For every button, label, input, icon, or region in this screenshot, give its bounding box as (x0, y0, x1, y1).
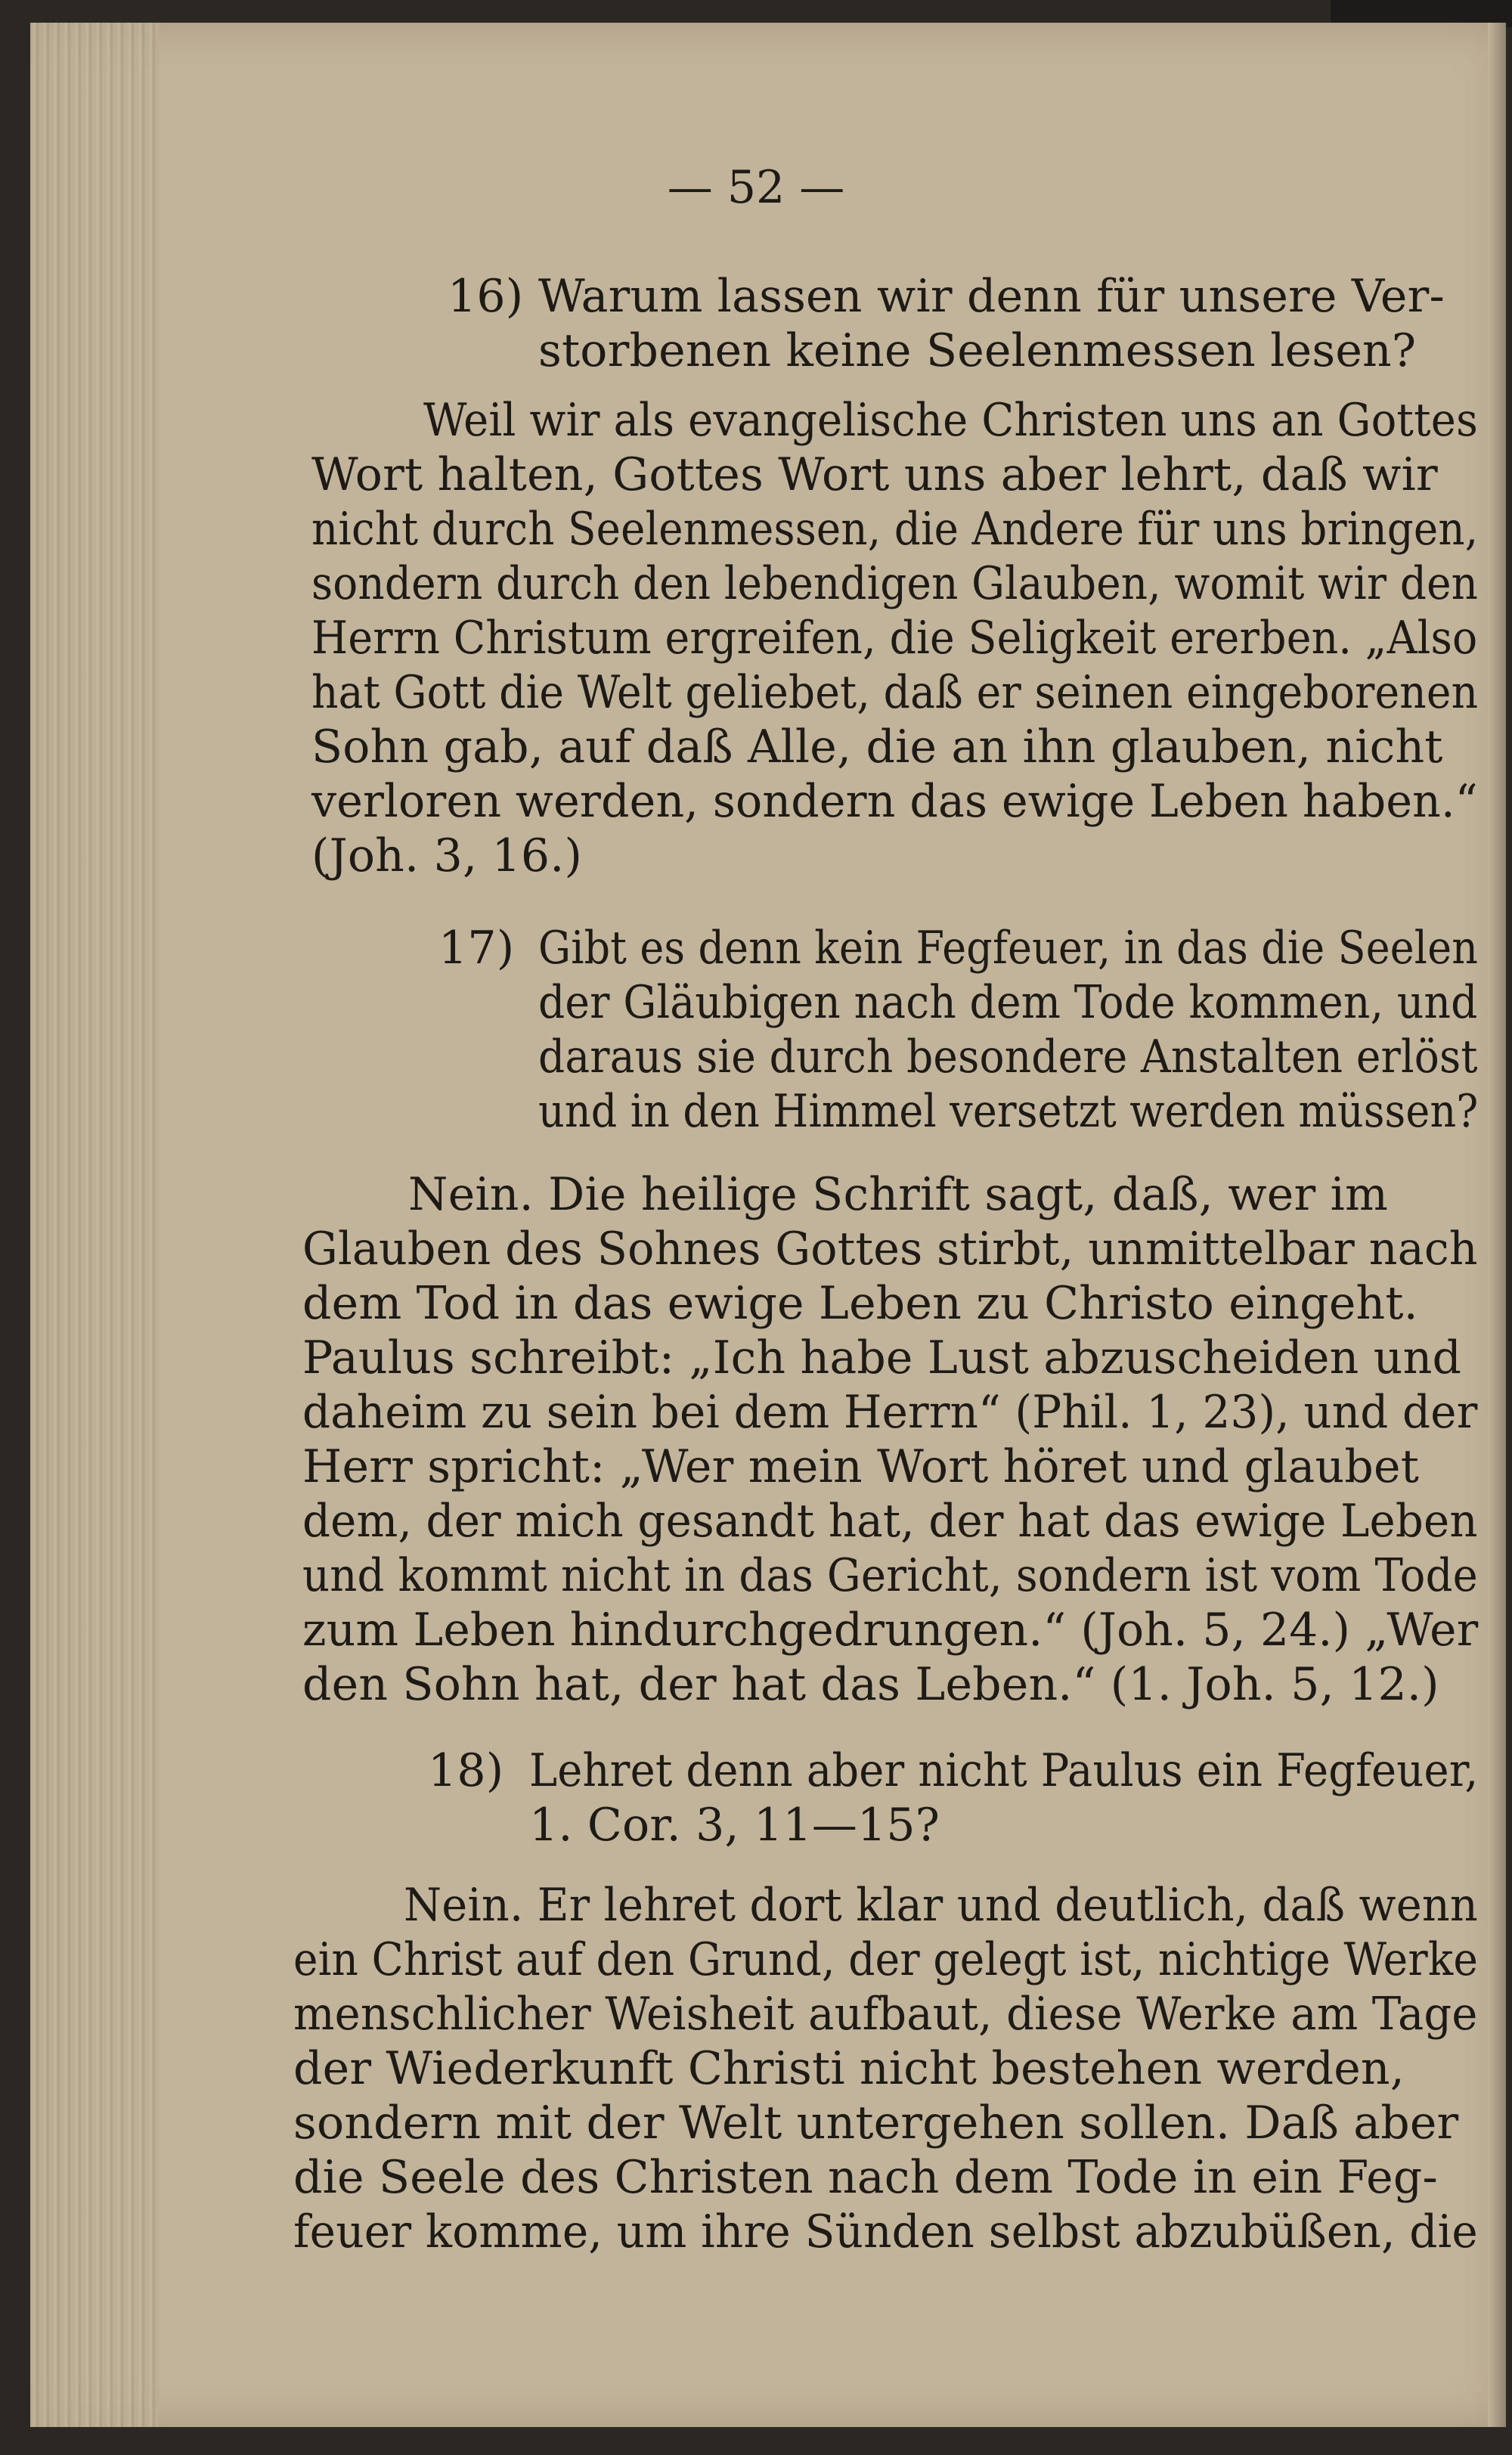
question-17-line-4: und in den Himmel versetzt werden müssen? (538, 1085, 1479, 1138)
answer-17-line-10: den Sohn hat, der hat das Leben.“ (1. Joh. 5, 12.) (302, 1658, 1439, 1711)
answer-16-line-8: verloren werden, sondern das ewige Leben haben.“ (311, 775, 1478, 828)
answer-17-line-4: Paulus schreibt: „Ich habe Lust abzuscheiden und (302, 1331, 1462, 1384)
answer-17-line-7: dem, der mich gesandt hat, der hat das ewige Leben (302, 1495, 1478, 1548)
question-16-line-1: Warum lassen wir denn für unsere Ver- (538, 270, 1445, 323)
question-18-number: 18) (428, 1744, 504, 1797)
answer-17-line-2: Glauben des Sohnes Gottes stirbt, unmittelbar nach (302, 1223, 1478, 1276)
answer-17-line-1: Nein. Die heilige Schrift sagt, daß, wer im (408, 1168, 1389, 1221)
question-16-line-2: storbenen keine Seelenmessen lesen? (538, 324, 1417, 377)
page-number: — 52 — (667, 161, 845, 214)
answer-16-line-3: nicht durch Seelenmessen, die Andere für uns bringen, (311, 503, 1479, 556)
answer-16-line-5: Herrn Christum ergreifen, die Seligkeit ererben. „Also (311, 612, 1478, 665)
answer-17-line-3: dem Tod in das ewige Leben zu Christo eingeht. (302, 1277, 1418, 1330)
question-17-line-2: der Gläubigen nach dem Tode kommen, und (538, 976, 1478, 1029)
question-17-number: 17) (438, 922, 515, 975)
answer-16-line-9: (Joh. 3, 16.) (311, 829, 583, 882)
answer-18-line-3: menschlicher Weisheit aufbaut, diese Werke am Tage (293, 1988, 1478, 2041)
question-16-number: 16) (448, 270, 524, 323)
answer-18-line-2: ein Christ auf den Grund, der gelegt ist, nichtige Werke (293, 1933, 1479, 1986)
question-18-line-1: Lehret denn aber nicht Paulus ein Fegfeuer, (529, 1744, 1479, 1797)
answer-18-line-5: sondern mit der Welt untergehen sollen. Daß aber (293, 2097, 1459, 2150)
question-17-line-1: Gibt es denn kein Fegfeuer, in das die Seelen (538, 922, 1479, 975)
answer-18-line-7: feuer komme, um ihre Sünden selbst abzubüßen, die (293, 2205, 1478, 2258)
answer-16-line-6: hat Gott die Welt geliebet, daß er seinen eingeborenen (311, 666, 1479, 719)
answer-17-line-5: daheim zu sein bei dem Herrn“ (Phil. 1, 23), und der (302, 1386, 1478, 1439)
answer-16-line-7: Sohn gab, auf daß Alle, die an ihn glauben, nicht (311, 721, 1443, 773)
question-17-line-3: daraus sie durch besondere Anstalten erlöst (538, 1031, 1478, 1083)
answer-16-line-1: Weil wir als evangelische Christen uns an Gottes (423, 394, 1478, 447)
answer-17-line-9: zum Leben hindurchgedrungen.“ (Joh. 5, 24.) „Wer (302, 1604, 1479, 1657)
answer-17-line-8: und kommt nicht in das Gericht, sondern ist vom Tode (302, 1549, 1479, 1602)
question-18-line-2: 1. Cor. 3, 11—15? (529, 1799, 940, 1852)
answer-16-line-2: Wort halten, Gottes Wort uns aber lehrt, daß wir (311, 448, 1438, 501)
answer-18-line-4: der Wiederkunft Christi nicht bestehen werden, (293, 2042, 1405, 2095)
answer-18-line-6: die Seele des Christen nach dem Tode in ein Feg- (293, 2151, 1438, 2204)
answer-17-line-6: Herr spricht: „Wer mein Wort höret und glaubet (302, 1440, 1420, 1493)
answer-16-line-4: sondern durch den lebendigen Glauben, womit wir den (311, 557, 1479, 610)
answer-18-line-1: Nein. Er lehret dort klar und deutlich, daß wenn (404, 1879, 1478, 1932)
